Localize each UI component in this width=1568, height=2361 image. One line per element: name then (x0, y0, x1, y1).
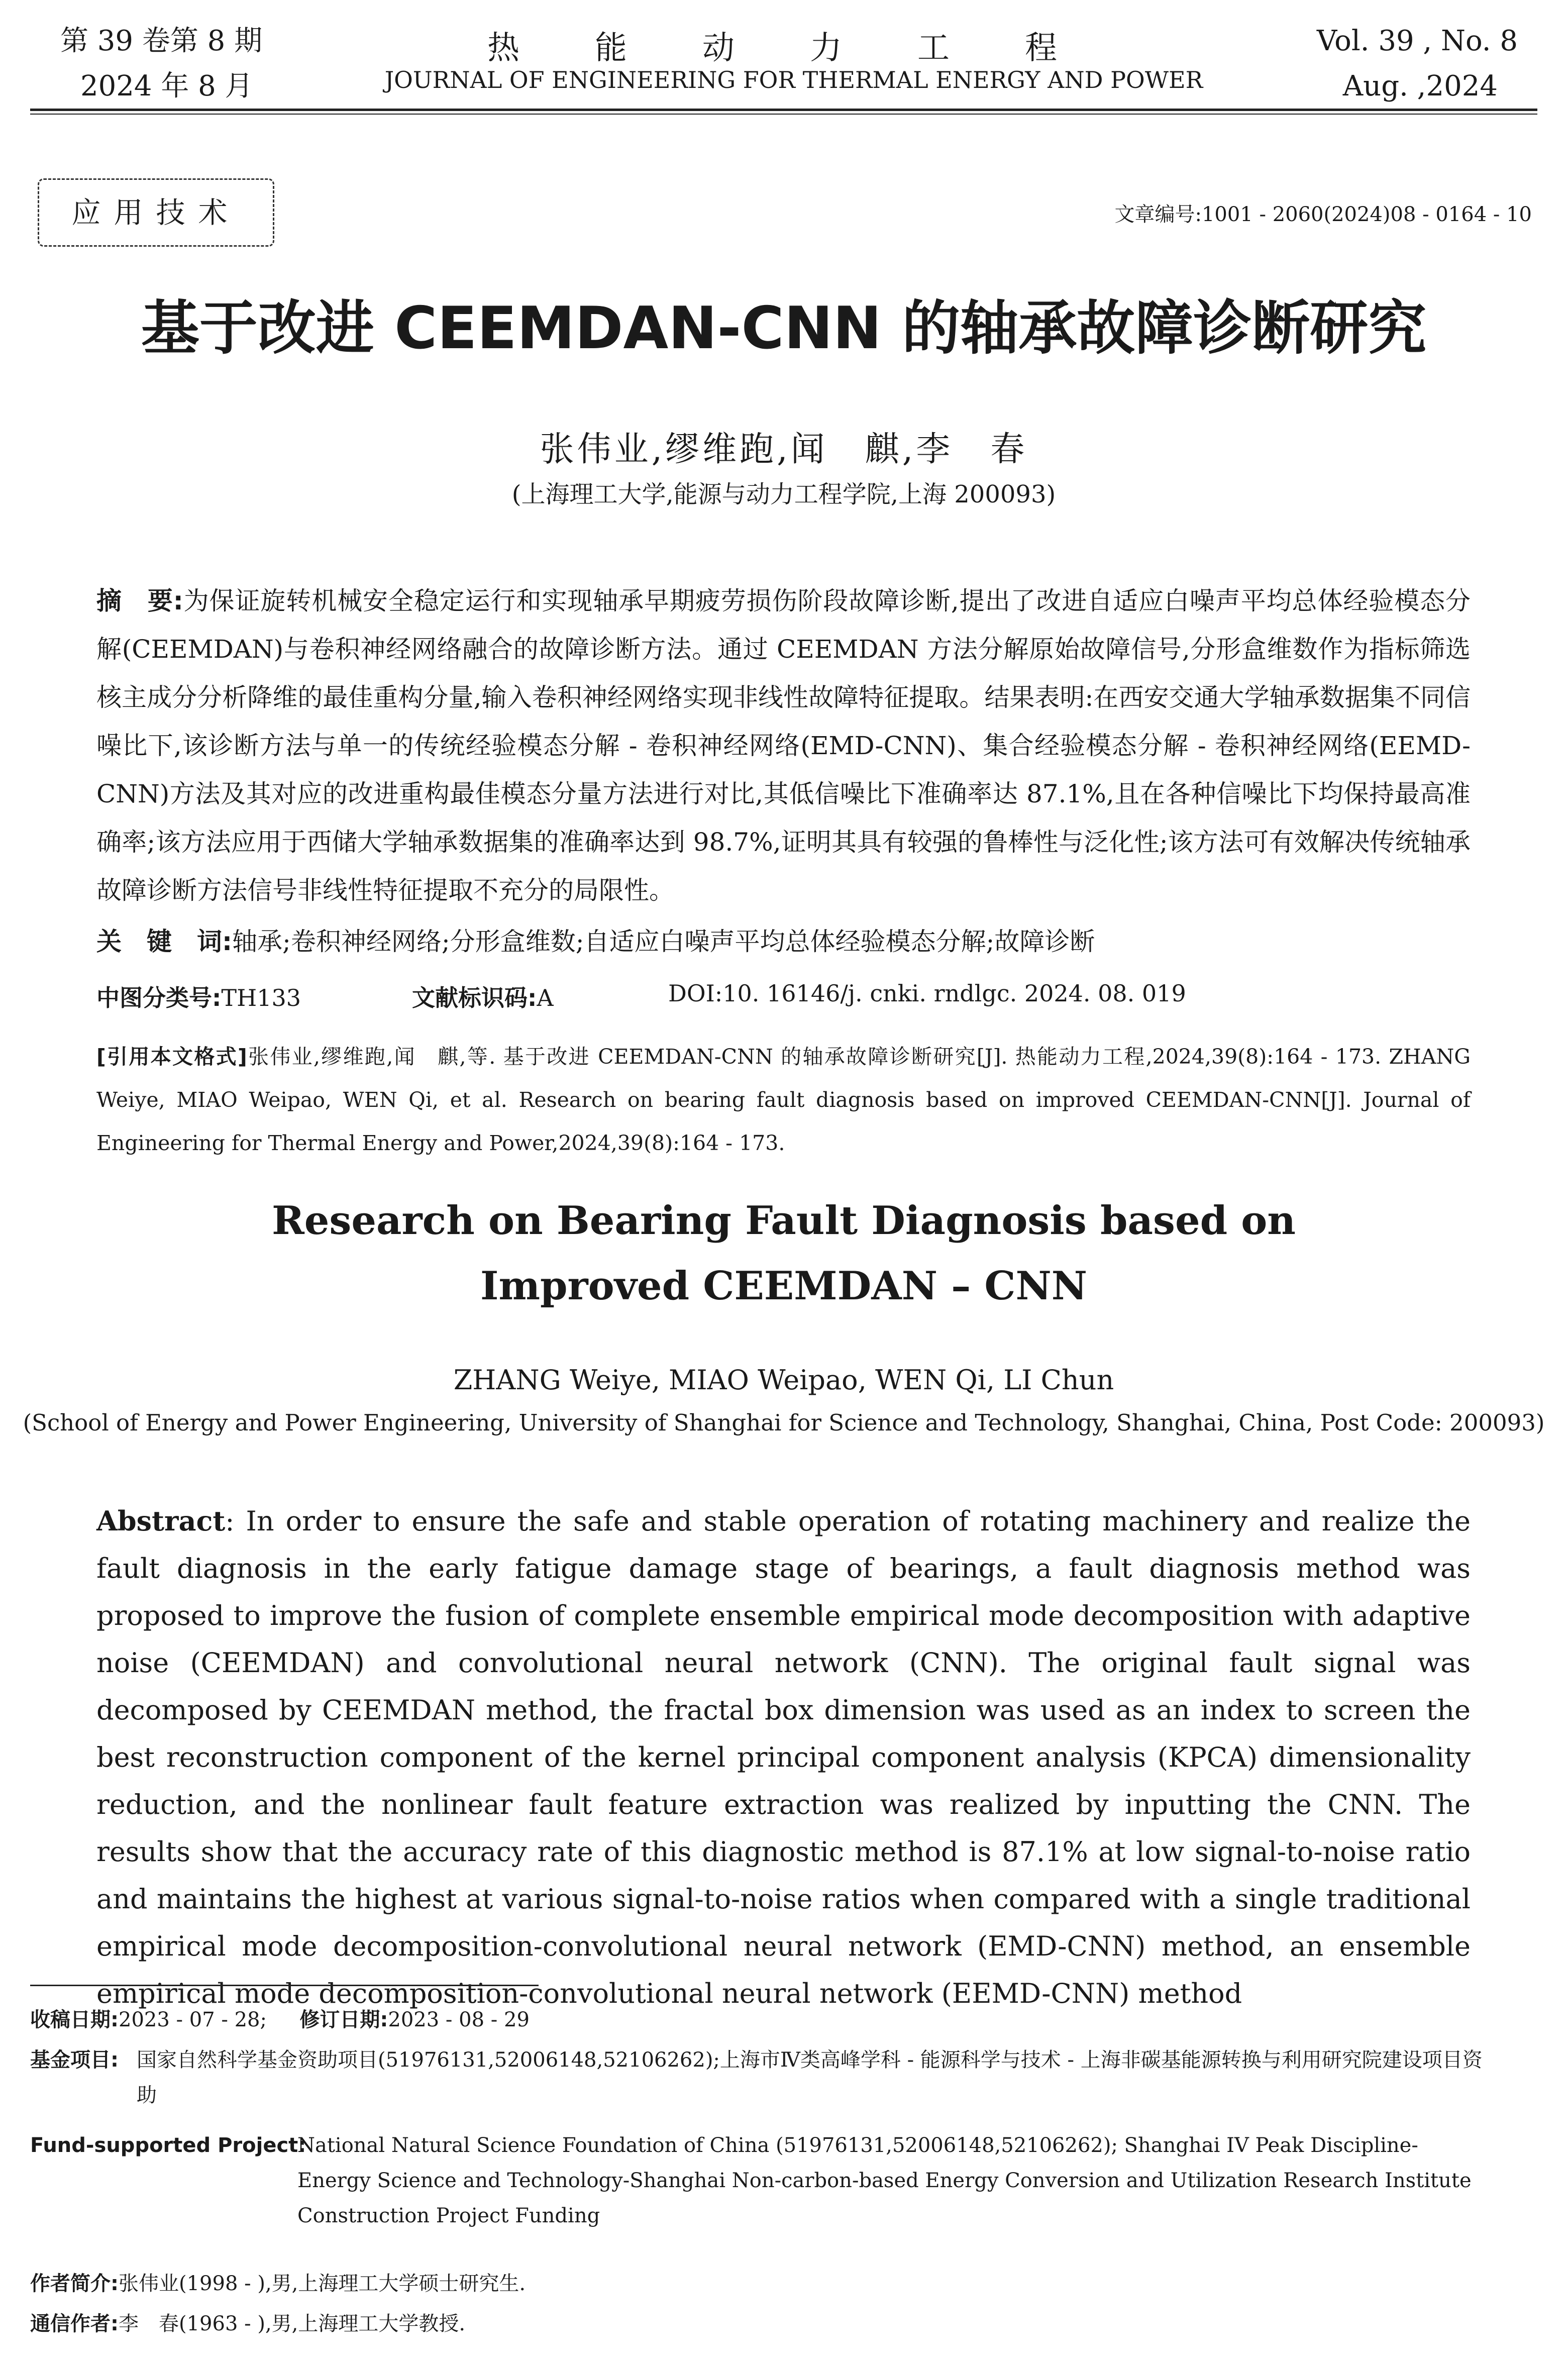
fund-cn-label (30, 2042, 136, 2078)
doc-code-label: 文献标识码: (412, 984, 537, 1011)
doc-code-value: A (537, 984, 554, 1011)
abstract-en (96, 1497, 1471, 2017)
abstract-cn (96, 577, 1471, 914)
revised-value: 2023 - 08 - 29 (388, 2008, 530, 2031)
affiliation-en: (School of Energy and Power Engineering, University of Shanghai for Science and Technology, Shanghai, China, Post Code: 200093) (23, 1409, 1545, 1436)
header-rule-thin (30, 114, 1537, 115)
affiliation-cn: (上海理工大学,能源与动力工程学院,上海 200093) (511, 480, 1056, 508)
author-bio-text: 张伟业(1998 - ),男,上海理工大学硕士研究生. (119, 2272, 526, 2295)
clc-value: TH133 (221, 984, 301, 1011)
header-volume-cn: 第 39 卷第 8 期 (60, 25, 263, 57)
citation-text: 张伟业,缪维跑,闻 麒,等. 基于改进 CEEMDAN-CNN 的轴承故障诊断研究[J]. 热能动力工程,2024,39(8):164 - 173. ZHANG Weiye, MIAO Weipao, WEN Qi, et al. Research on bearing fault diagnosis based on improved CEEMDAN-CNN[J]. Journal of Engineering for Thermal Energy and Power,2024,39(8):164 - 173. (96, 1045, 1471, 1155)
journal-title-en: JOURNAL OF ENGINEERING FOR THERMAL ENERGY AND POWER (384, 66, 1203, 93)
abstract-en-sep: : (225, 1505, 235, 1537)
abstract-en-label: Abstract (96, 1505, 226, 1537)
journal-title-cn: 热能动力工程 (487, 30, 1132, 67)
corresponding-author-label: 通信作者: (30, 2312, 119, 2335)
abstract-cn-text: 为保证旋转机械安全稳定运行和实现轴承早期疲劳损伤阶段故障诊断,提出了改进自适应白噪声平均总体经验模态分解(CEEMDAN)与卷积神经网络融合的故障诊断方法。通过 CEEMDAN 方法分解原始故障信号,分形盒维数作为指标筛选核主成分分析降维的最佳重构分量,输入卷积神经网络实现非线性故障特征提取。结果表明:在西安交通大学轴承数据集不同信噪比下,该诊断方法与单一的传统经验模态分解 - 卷积神经网络(EMD-CNN)、集合经验模态分解 - 卷积神经网络(EEMD-CNN)方法及其对应的改进重构最佳模态分量方法进行对比,其低信噪比下准确率达 87.1%,且在各种信噪比下均保持最高准确率;该方法应用于西储大学轴承数据集的准确率达到 98.7%,证明其具有较强的鲁棒性与泛化性;该方法可有效解决传统轴承故障诊断方法信号非线性特征提取不充分的局限性。 (96, 586, 1471, 905)
received-value: 2023 - 07 - 28; (119, 2008, 267, 2031)
keywords-cn-label: 关 键 词: (96, 927, 232, 956)
article-number: 文章编号:1001 - 2060(2024)08 - 0164 - 10 (1114, 203, 1532, 226)
fund-cn-label-text: 基金项目: (30, 2048, 119, 2072)
corresponding-author-text: 李 春(1963 - ),男,上海理工大学教授. (119, 2312, 466, 2335)
authors-cn: 张伟业,缪维跑,闻 麒,李 春 (540, 430, 1028, 469)
doi: DOI:10. 16146/j. cnki. rndlgc. 2024. 08. 019 (668, 980, 1186, 1007)
author-bio (30, 2266, 526, 2301)
clc-line (96, 980, 301, 1013)
paper-title-en-line1: Research on Bearing Fault Diagnosis based on (271, 1198, 1296, 1244)
header-date-en: Aug. ,2024 (1342, 70, 1498, 102)
citation-label: [引用本文格式] (96, 1045, 247, 1069)
keywords-cn (96, 917, 1471, 966)
fund-en-text: National Natural Science Foundation of China (51976131,52006148,52106262); Shanghai IV Peak Discipline-Energy Science and Technology-Shanghai Non-carbon-based Energy Conversion and Utilization Research Institute Construction Project Funding (297, 2134, 1472, 2227)
abstract-en-text: In order to ensure the safe and stable operation of rotating machinery and realize the fault diagnosis in the early fatigue damage stage of bearings, a fault diagnosis method was proposed to improve the fusion of complete ensemble empirical mode decomposition with adaptive noise (CEEMDAN) and convolutional neural network (CNN). The original fault signal was decomposed by CEEMDAN method, the fractal box dimension was used as an index to screen the best reconstruction component of the kernel principal component analysis (KPCA) dimensionality reduction, and the nonlinear fault feature extraction was realized by inputting the CNN. The results show that the accuracy rate of this diagnostic method is 87.1% at low signal-to-noise ratio and maintains the highest at various signal-to-noise ratios when compared with a single traditional empirical mode decomposition-convolutional neural network (EMD-CNN) method, an ensemble empirical mode decomposition-convolutional neural network (EEMD-CNN) method (96, 1505, 1471, 2009)
citation (96, 1035, 1471, 1165)
header-date-cn: 2024 年 8 月 (80, 70, 253, 102)
author-bio-label: 作者简介: (30, 2272, 119, 2295)
clc-label: 中图分类号: (96, 984, 222, 1011)
header-volume-en: Vol. 39 , No. 8 (1316, 25, 1518, 57)
paper-title-en-line2: Improved CEEMDAN – CNN (480, 1263, 1088, 1309)
fund-en-label-text: Fund-supported Project: (30, 2134, 306, 2157)
paper-title-cn: 基于改进 CEEMDAN-CNN 的轴承故障诊断研究 (141, 294, 1427, 362)
received-date (30, 2002, 530, 2037)
revised-label: 修订日期: (299, 2008, 388, 2031)
footnote-rule (30, 1985, 539, 1986)
received-label: 收稿日期: (30, 2008, 119, 2031)
header-rule (30, 109, 1537, 111)
column-tag: 应用技术 (38, 178, 274, 247)
abstract-cn-label: 摘 要: (96, 586, 183, 615)
keywords-cn-text: 轴承;卷积神经网络;分形盒维数;自适应白噪声平均总体经验模态分解;故障诊断 (232, 927, 1095, 956)
corresponding-author (30, 2306, 465, 2341)
authors-en: ZHANG Weiye, MIAO Weipao, WEN Qi, LI Chun (453, 1364, 1114, 1396)
doc-code-line (412, 980, 554, 1013)
fund-cn-text: 国家自然科学基金资助项目(51976131,52006148,52106262);上海市Ⅳ类高峰学科 - 能源科学与技术 - 上海非碳基能源转换与利用研究院建设项目资助 (137, 2048, 1483, 2107)
fund-en-label (30, 2128, 306, 2163)
